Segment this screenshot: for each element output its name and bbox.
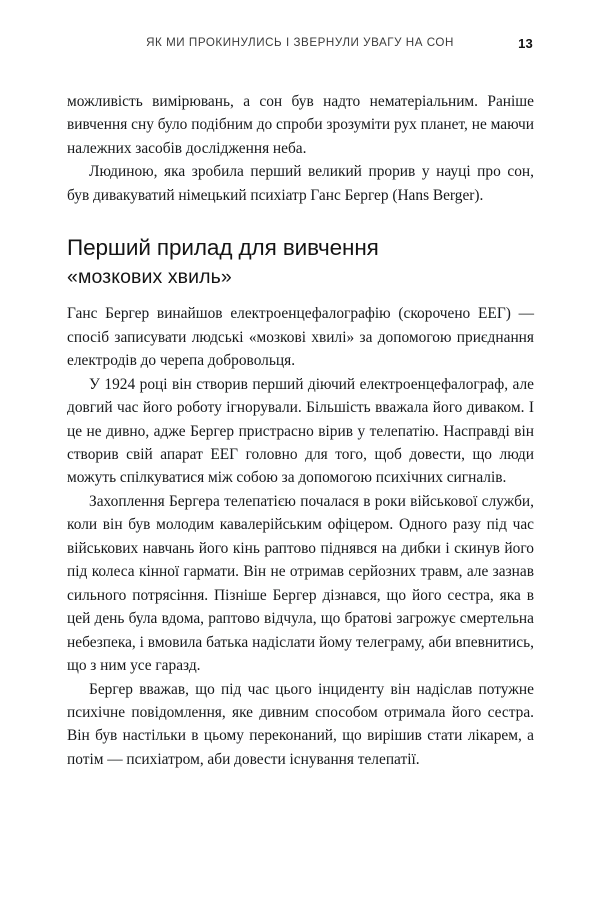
text-column: [67, 90, 534, 771]
paragraph-berger-intro: Людиною, яка зробила перший великий прорив у науці про сон, був дивакуватий німецький психіатр Ганс Бергер (Hans Berger).: [67, 163, 534, 204]
running-header-title: ЯК МИ ПРОКИНУЛИСЬ І ЗВЕРНУЛИ УВАГУ НА СОН: [146, 36, 454, 49]
section-heading: [67, 233, 534, 291]
section-heading-line-1: Перший прилад для вивчення: [67, 235, 379, 261]
paragraph-eeg-definition: Ганс Бергер винайшов електроенцефалографію (скорочено ЕЕГ) — спосіб записувати людські «мозкові хвилі» за допомогою приєднання електродів до черепа добровольця.: [67, 305, 534, 370]
section-heading-line-2: «мозкових хвиль»: [67, 266, 232, 289]
paragraph-psychic-message: Бергер вважав, що під час цього інциденту він надіслав потужне психічне повідомлення, яке дивним способом отримала його сестра. Він був настільки в цьому переконаний, що вирішив стати лікарем, а потім — психіатром, аби довести існування телепатії.: [67, 680, 534, 768]
page-number: 13: [518, 36, 533, 51]
running-header: [67, 36, 533, 58]
paragraph-continuation: можливість вимірювань, а сон був надто нематеріальним. Раніше вивчення сну було подібним до спроби зрозуміти рух планет, не маючи належних засобів дослідження неба.: [67, 93, 534, 157]
paragraph-1924: У 1924 році він створив перший діючий електроенцефалограф, але довгий час його роботу ігнорували. Більшість вважала його диваком. І це не дивно, адже Бергер пристрасно вірив у телепатію. Насправді він створив свій апарат ЕЕГ головно для того, щоб довести, що люди можуть спілкуватися між собою за допомогою психічних сигналів.: [67, 375, 534, 487]
paragraph-telepathy-origin: Захоплення Бергера телепатією почалася в роки військової служби, коли він був молодим кавалерійським офіцером. Одного разу під час військових навчань його кінь раптово піднявся на дибки і скинув його під колеса кінної гармати. Він не отримав серйозних травм, але зазнав сильного потрясіння. Пізніше Бергер дізнався, що його сестра, яка в цей день була вдома, раптово відчула, що братові загрожує смертельна небезпека, і вмовила батька надіслати йому телеграму, аби впевнитись, що з ним усе гаразд.: [67, 492, 534, 675]
